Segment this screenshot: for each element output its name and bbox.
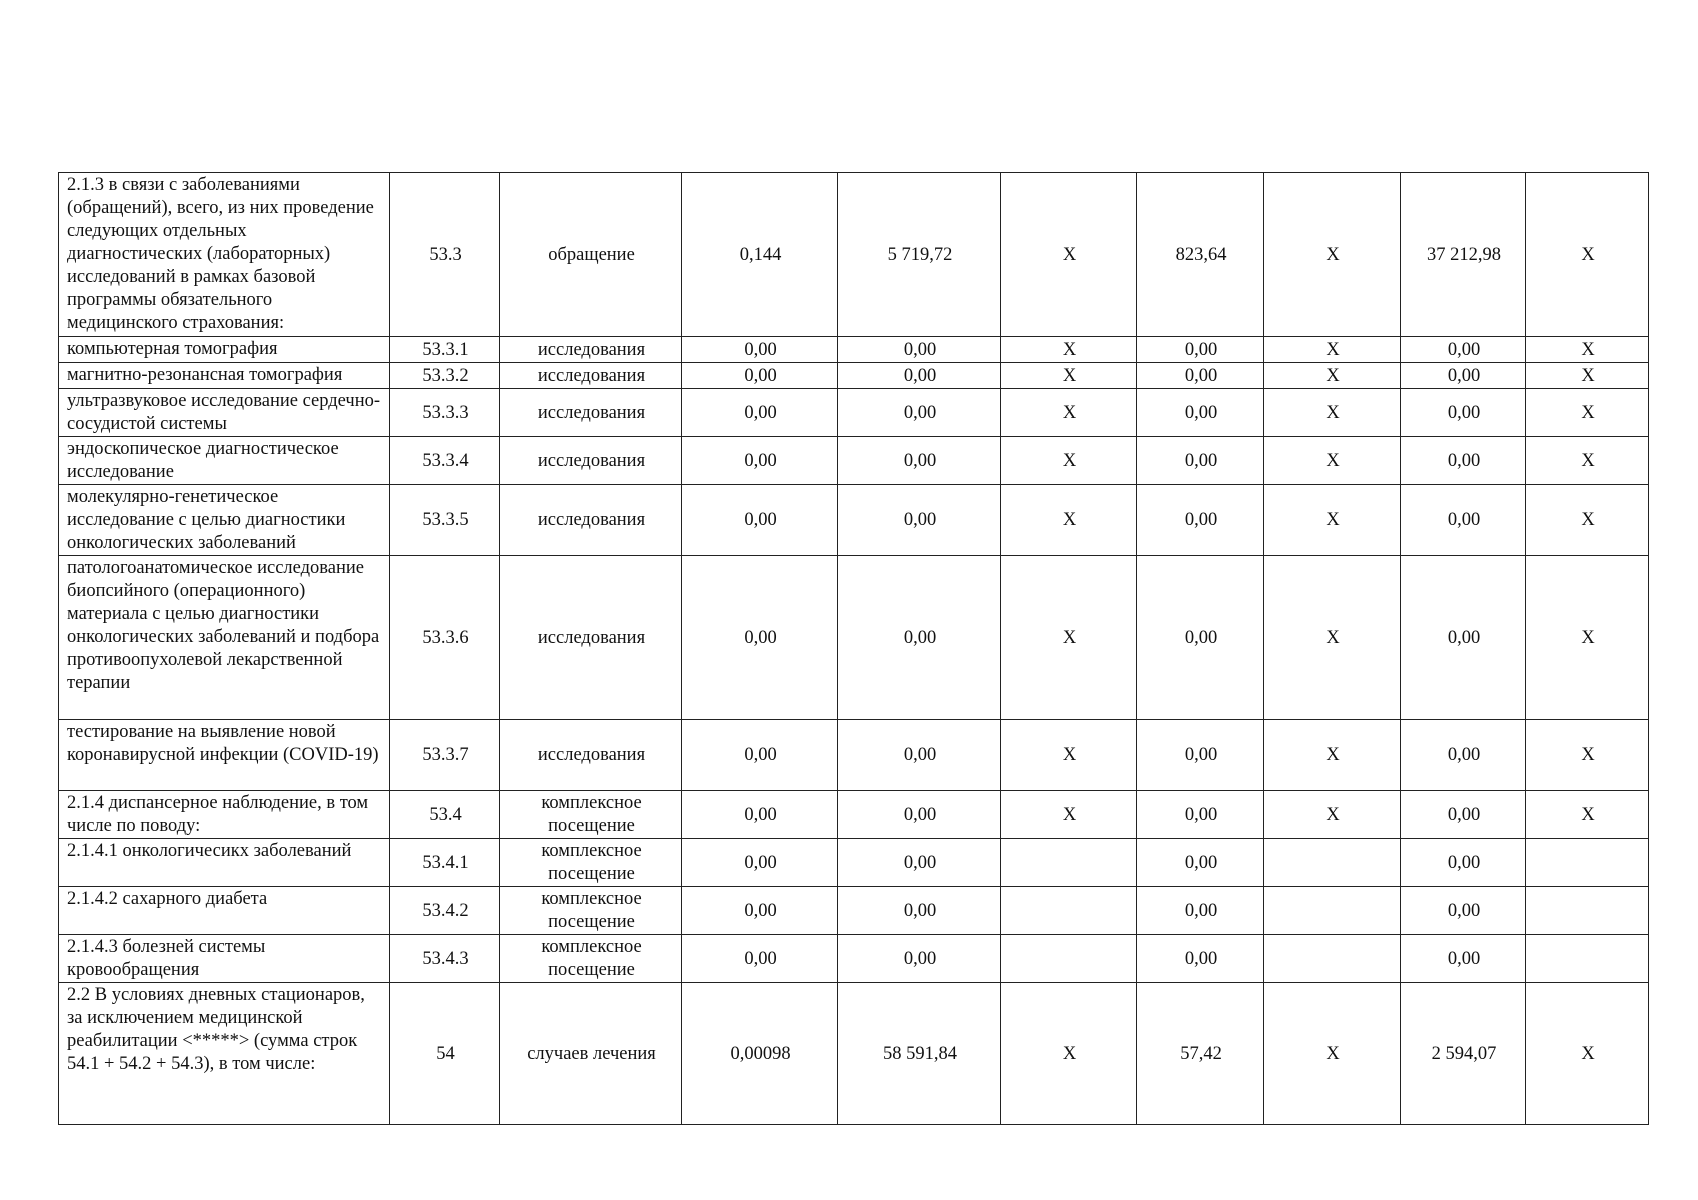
cell-c4: 0,00 [682, 720, 838, 791]
cell-c10: X [1526, 556, 1649, 720]
row-unit: исследования [500, 720, 682, 791]
cell-c8 [1264, 839, 1401, 887]
cell-c4: 0,00 [682, 839, 838, 887]
cell-c9: 37 212,98 [1401, 173, 1526, 337]
cell-c4: 0,00 [682, 887, 838, 935]
row-name: магнитно-резонансная томография [59, 363, 390, 389]
row-unit: комплексное посещение [500, 935, 682, 983]
cell-c10: X [1526, 363, 1649, 389]
cell-c7: 0,00 [1137, 485, 1264, 556]
cell-c9: 0,00 [1401, 720, 1526, 791]
table-row [59, 337, 1649, 363]
row-name: тестирование на выявление новой коронавирусной инфекции (COVID-19) [59, 720, 390, 791]
cell-c8: X [1264, 437, 1401, 485]
row-unit: исследования [500, 389, 682, 437]
table-row [59, 720, 1649, 791]
cell-c6: X [1001, 173, 1137, 337]
data-table [58, 172, 1649, 1125]
cell-c8: X [1264, 485, 1401, 556]
cell-c9: 0,00 [1401, 839, 1526, 887]
cell-c8: X [1264, 173, 1401, 337]
cell-c9: 0,00 [1401, 363, 1526, 389]
cell-c10: X [1526, 173, 1649, 337]
row-unit: комплексное посещение [500, 839, 682, 887]
row-name: компьютерная томография [59, 337, 390, 363]
cell-c7: 0,00 [1137, 791, 1264, 839]
cell-c6 [1001, 887, 1137, 935]
cell-c9: 0,00 [1401, 935, 1526, 983]
row-code: 53.3.6 [390, 556, 500, 720]
cell-c10 [1526, 839, 1649, 887]
row-code: 53.4.1 [390, 839, 500, 887]
table-row [59, 437, 1649, 485]
cell-c6: X [1001, 556, 1137, 720]
cell-c5: 0,00 [838, 839, 1001, 887]
cell-c9: 0,00 [1401, 389, 1526, 437]
cell-c7: 823,64 [1137, 173, 1264, 337]
row-unit: исследования [500, 337, 682, 363]
cell-c5: 5 719,72 [838, 173, 1001, 337]
row-name: эндоскопическое диагностическое исследование [59, 437, 390, 485]
cell-c7: 0,00 [1137, 389, 1264, 437]
cell-c6: X [1001, 437, 1137, 485]
cell-c7: 0,00 [1137, 935, 1264, 983]
cell-c7: 57,42 [1137, 983, 1264, 1125]
cell-c5: 0,00 [838, 720, 1001, 791]
cell-c9: 0,00 [1401, 337, 1526, 363]
cell-c9: 0,00 [1401, 556, 1526, 720]
cell-c8: X [1264, 556, 1401, 720]
cell-c5: 0,00 [838, 437, 1001, 485]
cell-c10: X [1526, 485, 1649, 556]
row-code: 53.3.3 [390, 389, 500, 437]
table-row [59, 363, 1649, 389]
cell-c5: 0,00 [838, 363, 1001, 389]
cell-c9: 0,00 [1401, 887, 1526, 935]
cell-c4: 0,00 [682, 791, 838, 839]
row-unit: исследования [500, 485, 682, 556]
row-code: 53.3.1 [390, 337, 500, 363]
row-code: 53.3.5 [390, 485, 500, 556]
cell-c7: 0,00 [1137, 839, 1264, 887]
cell-c8 [1264, 887, 1401, 935]
cell-c6 [1001, 839, 1137, 887]
cell-c9: 0,00 [1401, 791, 1526, 839]
row-code: 53.3.7 [390, 720, 500, 791]
table-row [59, 556, 1649, 720]
cell-c6: X [1001, 720, 1137, 791]
cell-c4: 0,00 [682, 556, 838, 720]
row-code: 53.3 [390, 173, 500, 337]
row-code: 53.4 [390, 791, 500, 839]
cell-c7: 0,00 [1137, 887, 1264, 935]
cell-c6 [1001, 935, 1137, 983]
row-name: 2.1.3 в связи с заболеваниями (обращений), всего, из них проведение следующих отдельных диагностических (лабораторных) исследований в рамках базовой программы обязательного медицинского страхования: [59, 173, 390, 337]
row-name: 2.2 В условиях дневных стационаров, за исключением медицинской реабилитации <*****> (сумма строк 54.1 + 54.2 + 54.3), в том числе: [59, 983, 390, 1125]
cell-c5: 0,00 [838, 887, 1001, 935]
cell-c10: X [1526, 983, 1649, 1125]
row-code: 53.4.2 [390, 887, 500, 935]
cell-c7: 0,00 [1137, 556, 1264, 720]
row-code: 53.4.3 [390, 935, 500, 983]
cell-c10 [1526, 935, 1649, 983]
row-unit: исследования [500, 556, 682, 720]
row-unit: исследования [500, 363, 682, 389]
table-row [59, 887, 1649, 935]
table-row [59, 935, 1649, 983]
cell-c4: 0,00 [682, 485, 838, 556]
row-unit: комплексное посещение [500, 791, 682, 839]
table-row [59, 389, 1649, 437]
row-name: 2.1.4 диспансерное наблюдение, в том числе по поводу: [59, 791, 390, 839]
cell-c5: 58 591,84 [838, 983, 1001, 1125]
cell-c8: X [1264, 983, 1401, 1125]
cell-c5: 0,00 [838, 337, 1001, 363]
table-row [59, 485, 1649, 556]
table-row [59, 983, 1649, 1125]
row-code: 54 [390, 983, 500, 1125]
row-name: молекулярно-генетическое исследование с целью диагностики онкологических заболеваний [59, 485, 390, 556]
row-name: 2.1.4.3 болезней системы кровообращения [59, 935, 390, 983]
cell-c10: X [1526, 720, 1649, 791]
cell-c10: X [1526, 791, 1649, 839]
cell-c6: X [1001, 791, 1137, 839]
row-name: 2.1.4.2 сахарного диабета [59, 887, 390, 935]
cell-c6: X [1001, 485, 1137, 556]
cell-c7: 0,00 [1137, 437, 1264, 485]
cell-c8: X [1264, 337, 1401, 363]
cell-c8 [1264, 935, 1401, 983]
row-name: патологоанатомическое исследование биопсийного (операционного) материала с целью диагностики онкологических заболеваний и подбора противоопухолевой лекарственной терапии [59, 556, 390, 720]
cell-c4: 0,00 [682, 935, 838, 983]
cell-c9: 2 594,07 [1401, 983, 1526, 1125]
row-name: 2.1.4.1 онкологичесикх заболеваний [59, 839, 390, 887]
cell-c9: 0,00 [1401, 437, 1526, 485]
cell-c5: 0,00 [838, 389, 1001, 437]
cell-c6: X [1001, 363, 1137, 389]
cell-c4: 0,144 [682, 173, 838, 337]
row-name: ультразвуковое исследование сердечно-сосудистой системы [59, 389, 390, 437]
cell-c6: X [1001, 337, 1137, 363]
row-unit: случаев лечения [500, 983, 682, 1125]
table-row [59, 839, 1649, 887]
table-row [59, 791, 1649, 839]
cell-c10: X [1526, 337, 1649, 363]
cell-c5: 0,00 [838, 935, 1001, 983]
cell-c5: 0,00 [838, 485, 1001, 556]
cell-c5: 0,00 [838, 556, 1001, 720]
cell-c10: X [1526, 437, 1649, 485]
cell-c10 [1526, 887, 1649, 935]
row-unit: исследования [500, 437, 682, 485]
cell-c8: X [1264, 389, 1401, 437]
row-code: 53.3.4 [390, 437, 500, 485]
cell-c4: 0,00 [682, 363, 838, 389]
cell-c6: X [1001, 983, 1137, 1125]
cell-c4: 0,00 [682, 389, 838, 437]
row-code: 53.3.2 [390, 363, 500, 389]
cell-c7: 0,00 [1137, 337, 1264, 363]
cell-c7: 0,00 [1137, 720, 1264, 791]
cell-c6: X [1001, 389, 1137, 437]
cell-c4: 0,00098 [682, 983, 838, 1125]
cell-c4: 0,00 [682, 337, 838, 363]
row-unit: комплексное посещение [500, 887, 682, 935]
cell-c5: 0,00 [838, 791, 1001, 839]
cell-c9: 0,00 [1401, 485, 1526, 556]
cell-c8: X [1264, 791, 1401, 839]
cell-c10: X [1526, 389, 1649, 437]
cell-c4: 0,00 [682, 437, 838, 485]
table-row [59, 173, 1649, 337]
cell-c8: X [1264, 720, 1401, 791]
cell-c7: 0,00 [1137, 363, 1264, 389]
row-unit: обращение [500, 173, 682, 337]
cell-c8: X [1264, 363, 1401, 389]
